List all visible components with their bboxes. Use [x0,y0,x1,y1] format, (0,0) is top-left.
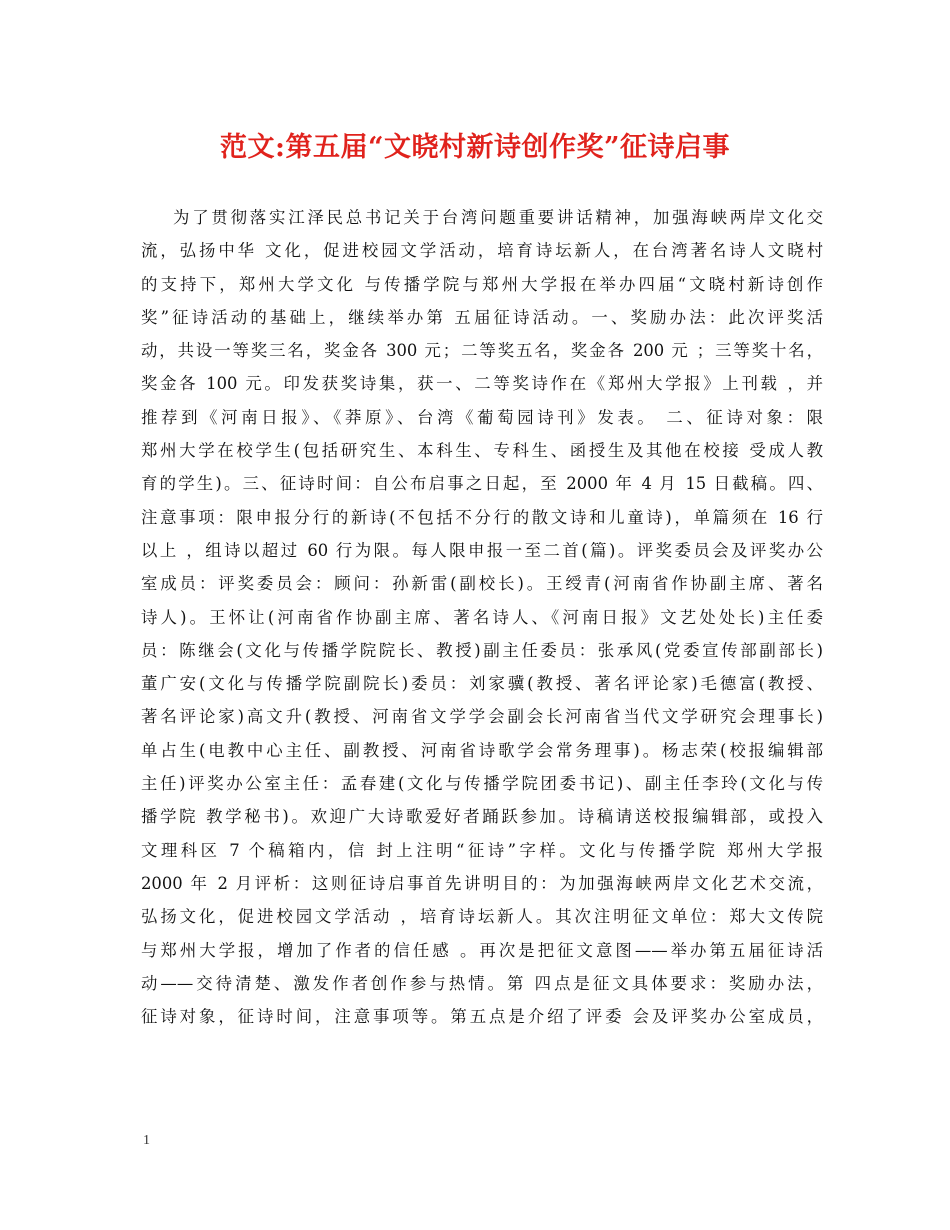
body-line: 著名评论家)高文升(教授、河南省文学学会副会长河南省当代文学研究会理事长) [141,707,823,727]
body-line: 员：陈继会(文化与传播学院院长、教授)副主任委员：张承风(党委宣传部副部长) [141,640,823,660]
body-line: 文理科区 7 个稿箱内，信 封上注明“征诗”字样。文化与传播学院 郑州大学报 [141,840,823,860]
body-line: 的支持下，郑州大学文化 与传播学院与郑州大学报在举办四届“文晓村新诗创作 [141,274,823,294]
body-line: 奖金各 100 元。印发获奖诗集，获一、二等奖诗作在《郑州大学报》上刊载 ，并 [141,374,823,394]
body-line: 推荐到《河南日报》、《莽原》、台湾《葡萄园诗刊》发表。 二、征诗对象：限 [141,407,823,427]
body-line: 室成员：评奖委员会：顾问：孙新雷(副校长)。王绶青(河南省作协副主席、著名 [141,574,823,594]
body-line: 诗人)。王怀让(河南省作协副主席、著名诗人、《河南日报》文艺处处长)主任委 [141,607,823,627]
document-title: 范文:第五届“文晓村新诗创作奖”征诗启事 [219,132,731,163]
body-line: 以上 ，组诗以超过 60 行为限。每人限申报一至二首(篇)。评奖委员会及评奖办公 [141,540,823,560]
body-line: 郑州大学在校学生(包括研究生、本科生、专科生、函授生及其他在校接 受成人教 [141,441,823,461]
body-line: 注意事项：限申报分行的新诗(不包括不分行的散文诗和儿童诗)，单篇须在 16 行 [141,507,823,527]
body-line: 主任)评奖办公室主任：孟春建(文化与传播学院团委书记)、副主任李玲(文化与传 [141,774,823,794]
body-line: 为了贯彻落实江泽民总书记关于台湾问题重要讲话精神，加强海峡两岸文化交 [173,208,823,227]
body-line: 动，共设一等奖三名，奖金各 300 元；二等奖五名，奖金各 200 元 ；三等奖十名， [141,341,823,361]
body-line: 播学院 教学秘书)。欢迎广大诗歌爱好者踊跃参加。诗稿请送校报编辑部，或投入 [141,807,823,827]
body-line: 与郑州大学报，增加了作者的信任感 。再次是把征文意图——举办第五届征诗活 [141,940,823,960]
body-line: 2000 年 2 月评析：这则征诗启事首先讲明目的：为加强海峡两岸文化艺术交流， [141,873,823,893]
body-line: 董广安(文化与传播学院副院长)委员：刘家骥(教授、著名评论家)毛德富(教授、 [141,674,823,694]
document-body [141,201,823,1033]
body-line: 征诗对象，征诗时间，注意事项等。第五点是介绍了评委 会及评奖办公室成员， [141,1007,823,1027]
body-line: 弘扬文化，促进校园文学活动 ，培育诗坛新人。其次注明征文单位：郑大文传院 [141,907,823,927]
page-number: 1 [143,1133,150,1148]
body-line: 育的学生)。三、征诗时间：自公布启事之日起，至 2000 年 4 月 15 日截稿。四、 [141,474,823,494]
body-line: 单占生(电教中心主任、副教授、河南省诗歌学会常务理事)。杨志荣(校报编辑部 [141,740,823,760]
body-line: 流，弘扬中华 文化，促进校园文学活动，培育诗坛新人，在台湾著名诗人文晓村 [141,241,823,261]
body-line: 动——交待清楚、激发作者创作参与热情。第 四点是征文具体要求：奖励办法， [141,973,823,993]
body-line: 奖”征诗活动的基础上，继续举办第 五届征诗活动。一、奖励办法：此次评奖活 [141,307,823,327]
